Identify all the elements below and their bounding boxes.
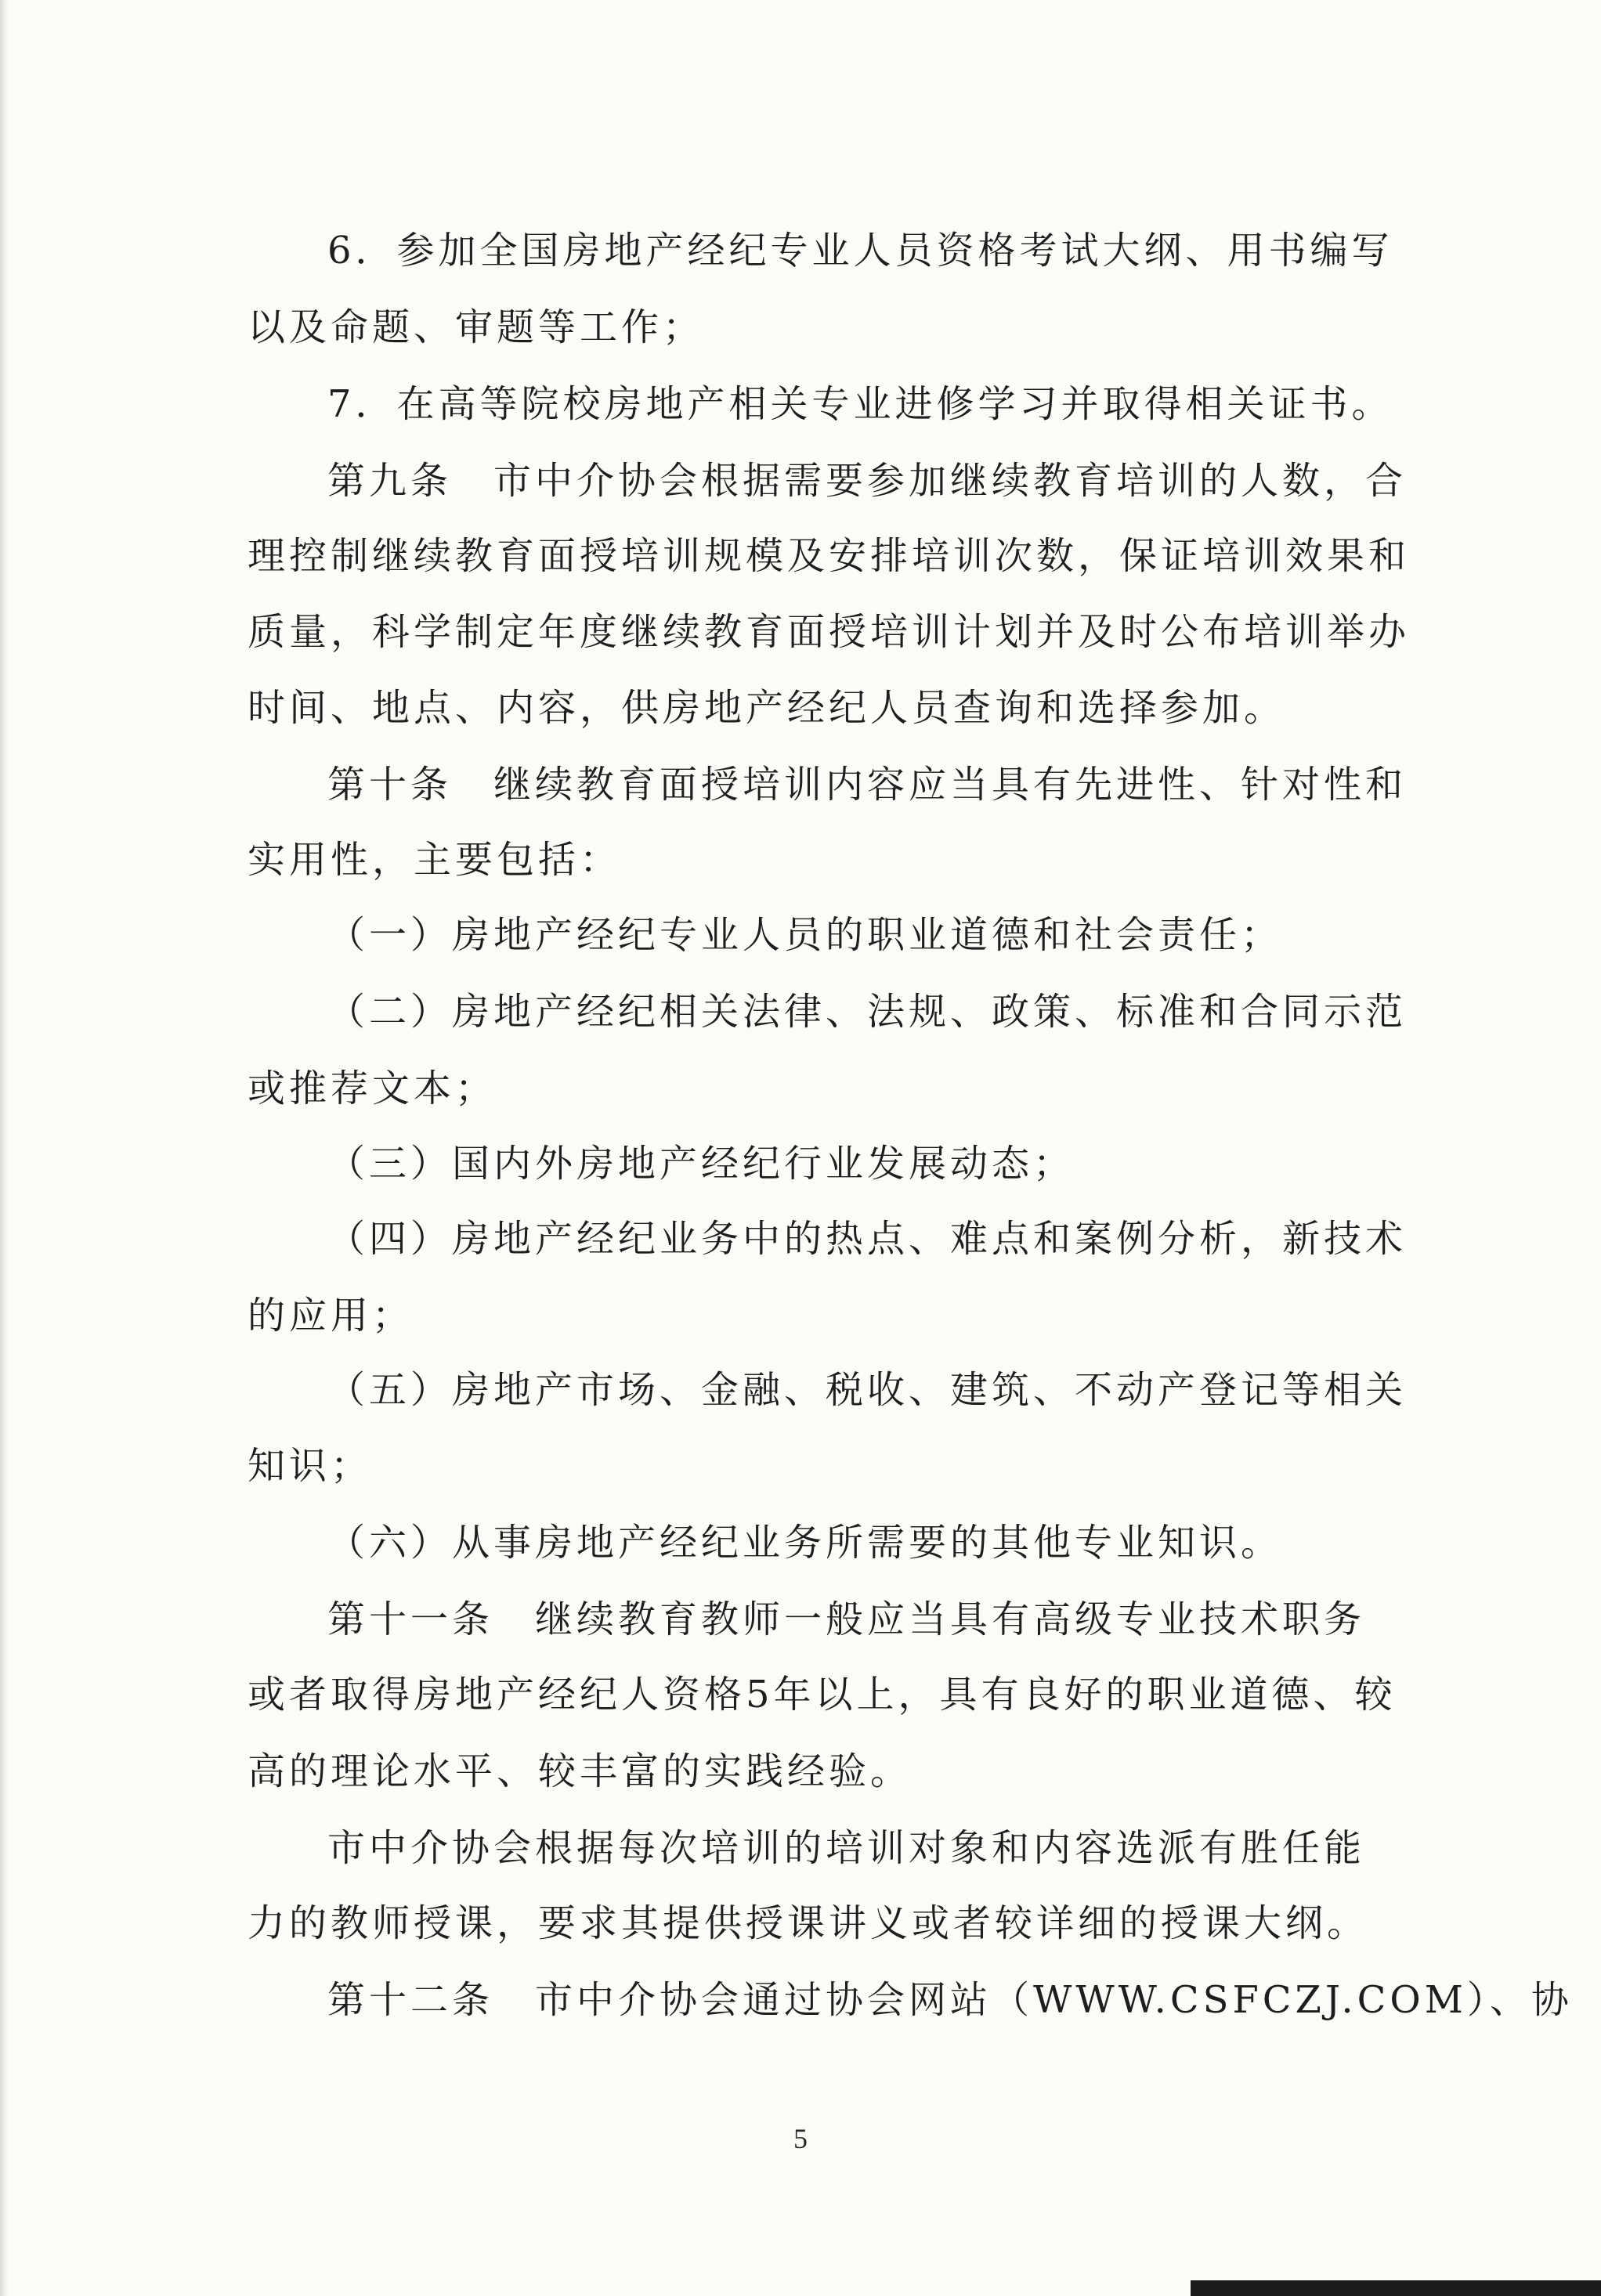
text-line-20: 或者取得房地产经纪人资格5年以上，具有良好的职业道德、较 (248, 1673, 1397, 1717)
text-line-15: 的应用； (248, 1294, 414, 1338)
text-line-7: 时间、地点、内容，供房地产经纪人员查询和选择参加。 (248, 686, 1286, 730)
text-line-17: 知识； (248, 1444, 373, 1488)
text-line-22: 市中介协会根据每次培训的培训对象和内容选派有胜任能 (327, 1826, 1366, 1870)
scan-artifact-bar (1191, 2280, 1601, 2296)
page-number: 5 (793, 2123, 808, 2154)
text-line-23: 力的教师授课，要求其提供授课讲义或者较详细的授课大纲。 (248, 1901, 1369, 1945)
text-line-13: （三）国内外房地产经纪行业发展动态； (327, 1142, 1075, 1186)
text-line-10: （一）房地产经纪专业人员的职业道德和社会责任； (327, 913, 1283, 957)
text-line-3: 7．在高等院校房地产相关专业进修学习并取得相关证书。 (327, 382, 1393, 426)
text-line-6: 质量，科学制定年度继续教育面授培训计划并及时公布培训举办 (248, 610, 1411, 654)
text-line-9: 实用性，主要包括： (248, 838, 622, 882)
text-line-24: 第十二条 市中介协会通过协会网站（WWW.CSFCZJ.COM）、协 (327, 1978, 1573, 2022)
text-line-16: （五）房地产市场、金融、税收、建筑、不动产登记等相关 (327, 1368, 1408, 1412)
text-line-8: 第十条 继续教育面授培训内容应当具有先进性、针对性和 (327, 763, 1408, 807)
text-line-12: 或推荐文本； (248, 1067, 497, 1110)
text-line-14: （四）房地产经纪业务中的热点、难点和案例分析，新技术 (327, 1217, 1408, 1261)
text-line-19: 第十一条 继续教育教师一般应当具有高级专业技术职务 (327, 1597, 1366, 1641)
text-line-11: （二）房地产经纪相关法律、法规、政策、标准和合同示范 (327, 990, 1408, 1034)
text-line-18: （六）从事房地产经纪业务所需要的其他专业知识。 (327, 1521, 1283, 1565)
text-line-4: 第九条 市中介协会根据需要参加继续教育培训的人数，合 (327, 459, 1408, 503)
text-line-1: 6．参加全国房地产经纪专业人员资格考试大纲、用书编写 (327, 229, 1393, 273)
text-line-5: 理控制继续教育面授培训规模及安排培训次数，保证培训效果和 (248, 534, 1411, 578)
text-line-21: 高的理论水平、较丰富的实践经验。 (248, 1749, 913, 1793)
text-line-2: 以及命题、审题等工作； (248, 305, 705, 349)
